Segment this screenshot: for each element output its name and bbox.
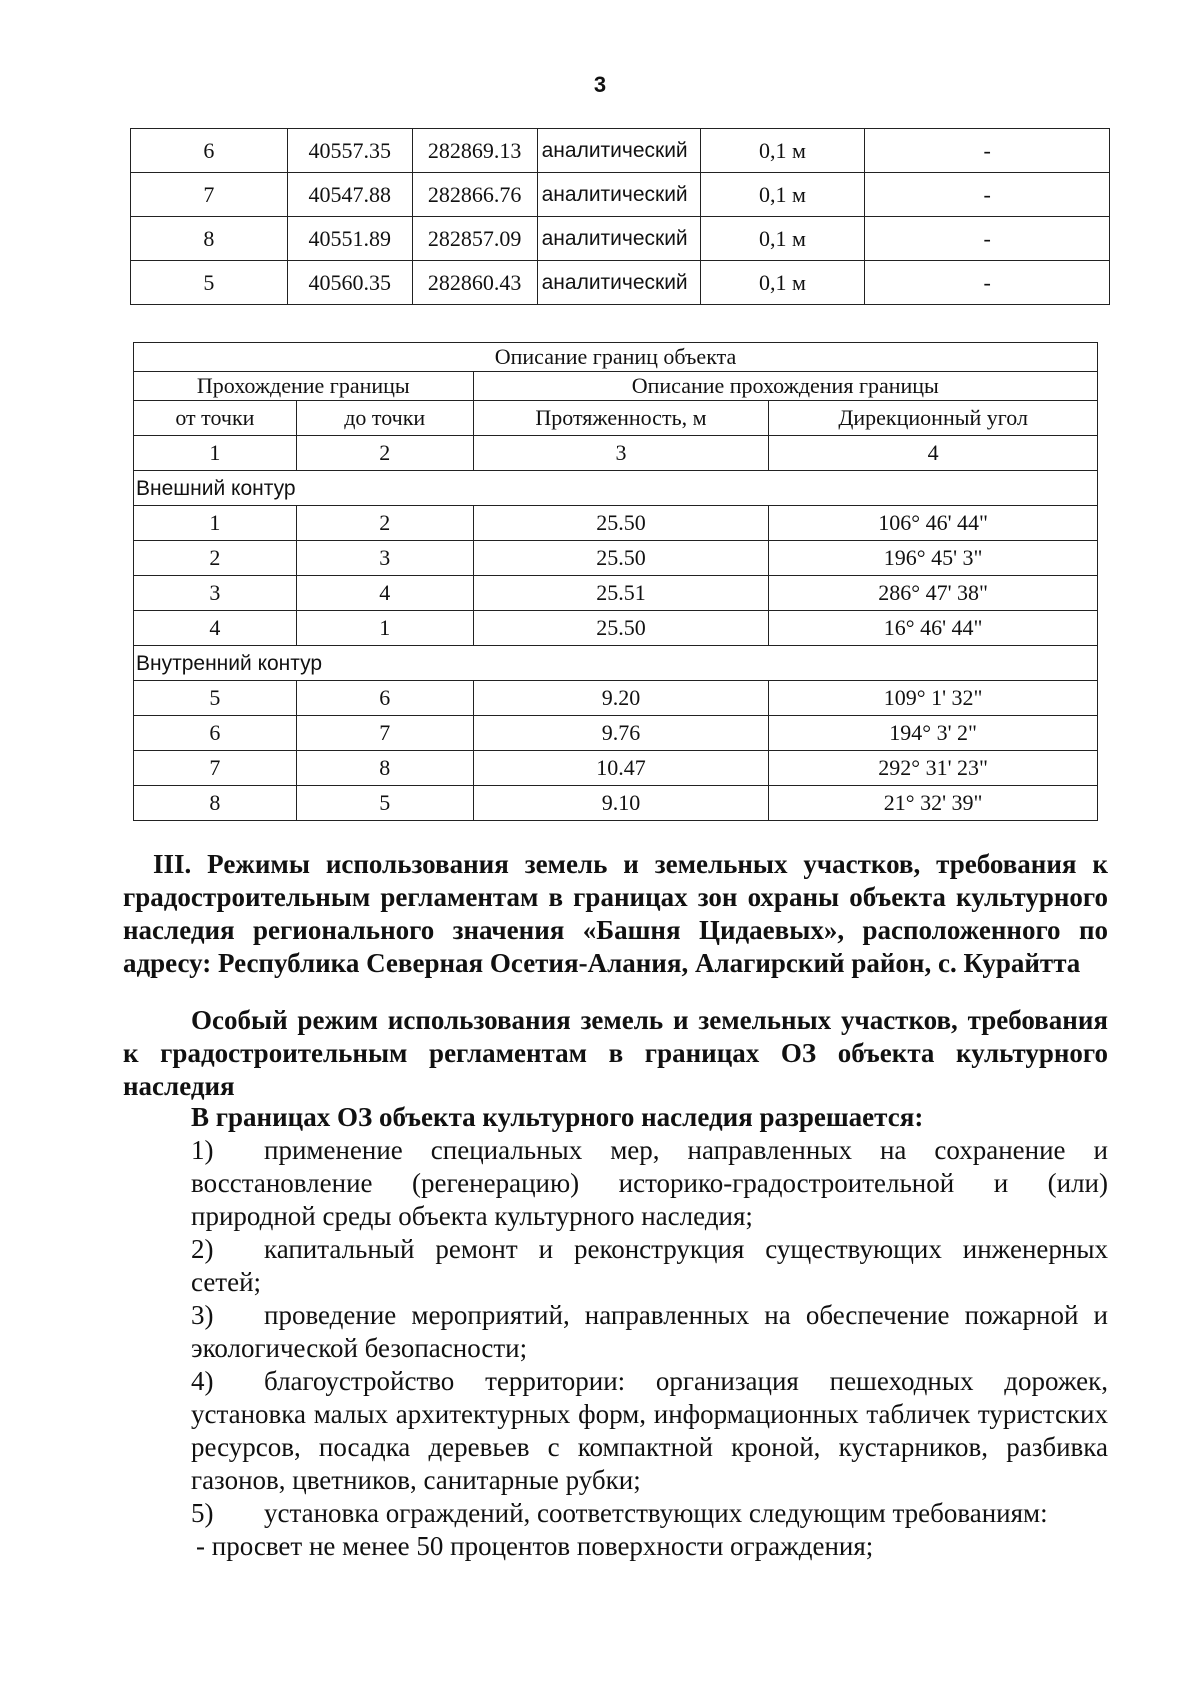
from-point: 6 xyxy=(134,716,297,751)
coord-y: 282860.43 xyxy=(412,261,537,305)
boundary-row xyxy=(134,751,1098,786)
boundary-table-group-row xyxy=(134,372,1098,401)
list-item-number: 3) xyxy=(191,1300,214,1330)
boundary-row xyxy=(134,716,1098,751)
coord-y: 282866.76 xyxy=(412,173,537,217)
direction-angle: 21° 32' 39" xyxy=(769,786,1098,821)
direction-angle: 106° 46' 44" xyxy=(769,506,1098,541)
note: - xyxy=(865,173,1110,217)
regime-heading-text: Особый режим использования земель и земельных участков, требования к градостроительным регламентам в границах ОЗ объекта культурного наследия xyxy=(123,1005,1108,1101)
column-number: 2 xyxy=(296,436,473,471)
method: аналитический xyxy=(537,173,700,217)
from-point: 5 xyxy=(134,681,297,716)
note: - xyxy=(865,129,1110,173)
coord-x: 40560.35 xyxy=(287,261,412,305)
list-item-number: 2) xyxy=(191,1234,214,1264)
to-point: 2 xyxy=(296,506,473,541)
column-number: 1 xyxy=(134,436,297,471)
point-number: 7 xyxy=(131,173,288,217)
direction-angle: 109° 1' 32" xyxy=(769,681,1098,716)
direction-angle: 196° 45' 3" xyxy=(769,541,1098,576)
coord-x: 40551.89 xyxy=(287,217,412,261)
boundary-row xyxy=(134,786,1098,821)
group-header-passage: Прохождение границы xyxy=(134,372,474,401)
coord-x: 40557.35 xyxy=(287,129,412,173)
direction-angle: 292° 31' 23" xyxy=(769,751,1098,786)
from-point: 3 xyxy=(134,576,297,611)
page-number: 3 xyxy=(593,72,607,97)
list-item xyxy=(123,1299,1108,1365)
from-point: 8 xyxy=(134,786,297,821)
inner-contour-label: Внутренний контур xyxy=(134,646,1098,681)
point-number: 6 xyxy=(131,129,288,173)
length: 25.50 xyxy=(473,611,769,646)
group-header-description: Описание прохождения границы xyxy=(473,372,1097,401)
accuracy: 0,1 м xyxy=(700,261,865,305)
note: - xyxy=(865,217,1110,261)
boundary-row xyxy=(134,506,1098,541)
direction-angle: 194° 3' 2" xyxy=(769,716,1098,751)
boundary-row xyxy=(134,576,1098,611)
coordinates-row xyxy=(131,217,1110,261)
length: 25.51 xyxy=(473,576,769,611)
list-item xyxy=(123,1134,1108,1233)
from-point: 1 xyxy=(134,506,297,541)
boundary-table-number-row xyxy=(134,436,1098,471)
coordinates-table-body xyxy=(131,129,1110,305)
list-item xyxy=(123,1497,1108,1530)
accuracy: 0,1 м xyxy=(700,217,865,261)
list-item xyxy=(123,1365,1108,1497)
point-number: 8 xyxy=(131,217,288,261)
boundary-row xyxy=(134,611,1098,646)
list-item-text: благоустройство территории: организация пешеходных дорожек, установка малых архитектурных форм, информационных табличек туристских ресурсов, посадка деревьев с компактной кроной, кустарников, разбивка газонов, цветников, санитарные рубки; xyxy=(191,1366,1108,1495)
coordinates-row xyxy=(131,173,1110,217)
section-heading xyxy=(123,848,1108,980)
to-point: 3 xyxy=(296,541,473,576)
coord-y: 282869.13 xyxy=(412,129,537,173)
length: 9.76 xyxy=(473,716,769,751)
column-number: 3 xyxy=(473,436,769,471)
to-point: 4 xyxy=(296,576,473,611)
column-header-from: от точки xyxy=(134,401,297,436)
outer-contour-label-row xyxy=(134,471,1098,506)
accuracy: 0,1 м xyxy=(700,129,865,173)
direction-angle: 16° 46' 44" xyxy=(769,611,1098,646)
method: аналитический xyxy=(537,261,700,305)
note: - xyxy=(865,261,1110,305)
from-point: 2 xyxy=(134,541,297,576)
list-item-text: установка ограждений, соответствующих следующим требованиям: xyxy=(264,1498,1048,1528)
coordinates-table xyxy=(130,128,1110,305)
to-point: 1 xyxy=(296,611,473,646)
to-point: 5 xyxy=(296,786,473,821)
boundary-row xyxy=(134,541,1098,576)
column-header-to: до точки xyxy=(296,401,473,436)
from-point: 4 xyxy=(134,611,297,646)
coord-x: 40547.88 xyxy=(287,173,412,217)
regime-heading xyxy=(123,1004,1108,1103)
column-header-angle: Дирекционный угол xyxy=(769,401,1098,436)
boundary-table-title-row xyxy=(134,343,1098,372)
boundary-table-column-row xyxy=(134,401,1098,436)
section-heading-text: III. Режимы использования земель и земельных участков, требования к градостроительным регламентам в границах зон охраны объекта культурного наследия регионального значения «Башня Цидаевых», расположенного по адресу: Республика Северная Осетия-Алания, Алагирский район, с. Курайтта xyxy=(123,849,1108,978)
column-number: 4 xyxy=(769,436,1098,471)
method: аналитический xyxy=(537,217,700,261)
boundary-table-body xyxy=(134,343,1098,821)
list-item-number: 5) xyxy=(191,1498,214,1528)
list-item-text: проведение мероприятий, направленных на обеспечение пожарной и экологической безопасности; xyxy=(191,1300,1108,1363)
method: аналитический xyxy=(537,129,700,173)
allowed-list-block xyxy=(123,1101,1108,1563)
point-number: 5 xyxy=(131,261,288,305)
allowed-items-list xyxy=(123,1134,1108,1530)
length: 25.50 xyxy=(473,506,769,541)
boundary-table-title: Описание границ объекта xyxy=(134,343,1098,372)
to-point: 6 xyxy=(296,681,473,716)
allowed-heading: В границах ОЗ объекта культурного наследия разрешается: xyxy=(191,1102,924,1132)
accuracy: 0,1 м xyxy=(700,173,865,217)
list-item-number: 1) xyxy=(191,1135,214,1165)
outer-contour-label: Внешний контур xyxy=(134,471,1098,506)
boundary-row xyxy=(134,681,1098,716)
to-point: 8 xyxy=(296,751,473,786)
to-point: 7 xyxy=(296,716,473,751)
coordinates-row xyxy=(131,129,1110,173)
coord-y: 282857.09 xyxy=(412,217,537,261)
direction-angle: 286° 47' 38" xyxy=(769,576,1098,611)
sub-item: - просвет не менее 50 процентов поверхности ограждения; xyxy=(196,1531,874,1561)
list-item-number: 4) xyxy=(191,1366,214,1396)
length: 10.47 xyxy=(473,751,769,786)
list-item-text: применение специальных мер, направленных на сохранение и восстановление (регенерацию) историко-градостроительной и (или) природной среды объекта культурного наследия; xyxy=(191,1135,1108,1231)
from-point: 7 xyxy=(134,751,297,786)
length: 25.50 xyxy=(473,541,769,576)
coordinates-row xyxy=(131,261,1110,305)
list-item xyxy=(123,1233,1108,1299)
length: 9.10 xyxy=(473,786,769,821)
column-header-length: Протяженность, м xyxy=(473,401,769,436)
list-item-text: капитальный ремонт и реконструкция существующих инженерных сетей; xyxy=(191,1234,1108,1297)
boundary-table xyxy=(133,342,1098,821)
inner-contour-label-row xyxy=(134,646,1098,681)
length: 9.20 xyxy=(473,681,769,716)
